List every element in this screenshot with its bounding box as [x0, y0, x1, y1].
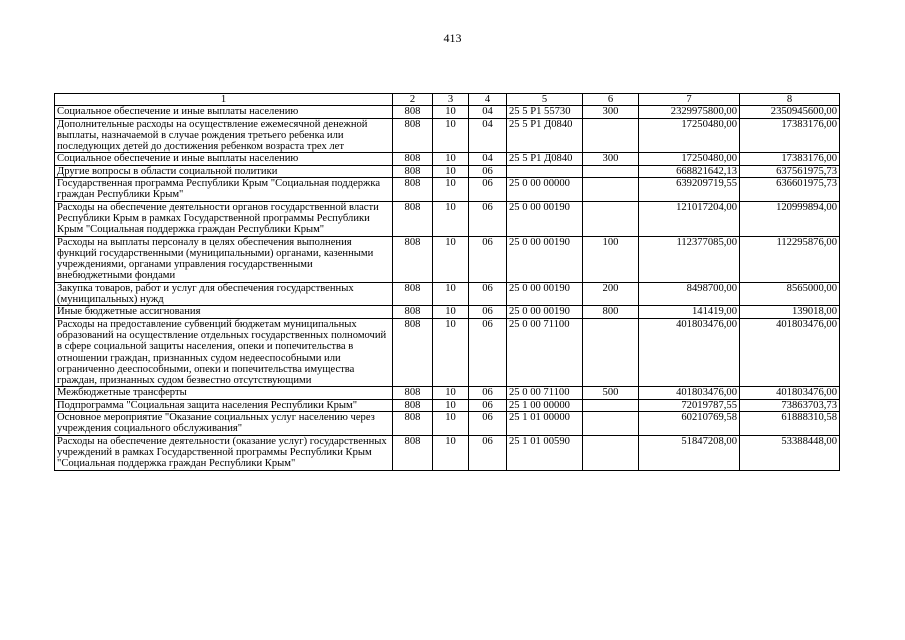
- amount-year-1-cell: 60210769,58: [639, 412, 740, 436]
- item-name-cell: Дополнительные расходы на осуществление ежемесячной денежной выплаты, назначаемой в случае рождения третьего ребенка или последующих детей до достижения ребенком возраста трех лет: [55, 118, 393, 153]
- target-article-cell: 25 0 00 71100: [507, 318, 583, 387]
- expense-type-cell: 300: [583, 153, 639, 165]
- amount-year-2-cell: 401803476,00: [740, 387, 840, 399]
- expense-type-cell: 100: [583, 236, 639, 282]
- section-code-cell: 10: [433, 201, 469, 236]
- section-code-cell: 10: [433, 153, 469, 165]
- target-article-cell: 25 5 P1 Д0840: [507, 153, 583, 165]
- subsection-code-cell: 04: [469, 153, 507, 165]
- amount-year-2-cell: 8565000,00: [740, 282, 840, 306]
- amount-year-1-cell: 668821642,13: [639, 165, 740, 177]
- target-article-cell: [507, 165, 583, 177]
- column-header: 4: [469, 94, 507, 106]
- section-code-cell: 10: [433, 118, 469, 153]
- amount-year-1-cell: 141419,00: [639, 306, 740, 318]
- target-article-cell: 25 0 00 71100: [507, 387, 583, 399]
- department-code-cell: 808: [393, 118, 433, 153]
- expense-type-cell: [583, 165, 639, 177]
- target-article-cell: 25 0 00 00190: [507, 306, 583, 318]
- amount-year-2-cell: 53388448,00: [740, 435, 840, 470]
- section-code-cell: 10: [433, 399, 469, 411]
- expense-type-cell: [583, 435, 639, 470]
- column-header: 6: [583, 94, 639, 106]
- table-row: [55, 399, 840, 411]
- expense-type-cell: [583, 399, 639, 411]
- subsection-code-cell: 06: [469, 178, 507, 202]
- item-name-cell: Другие вопросы в области социальной политики: [55, 165, 393, 177]
- item-name-cell: Подпрограмма "Социальная защита населения Республики Крым": [55, 399, 393, 411]
- subsection-code-cell: 06: [469, 387, 507, 399]
- subsection-code-cell: 04: [469, 106, 507, 118]
- amount-year-2-cell: 636601975,73: [740, 178, 840, 202]
- department-code-cell: 808: [393, 306, 433, 318]
- subsection-code-cell: 06: [469, 435, 507, 470]
- target-article-cell: 25 0 00 00000: [507, 178, 583, 202]
- amount-year-2-cell: 17383176,00: [740, 118, 840, 153]
- expense-type-cell: 200: [583, 282, 639, 306]
- section-code-cell: 10: [433, 412, 469, 436]
- column-header: 3: [433, 94, 469, 106]
- section-code-cell: 10: [433, 435, 469, 470]
- department-code-cell: 808: [393, 165, 433, 177]
- target-article-cell: 25 0 00 00190: [507, 236, 583, 282]
- amount-year-1-cell: 17250480,00: [639, 153, 740, 165]
- subsection-code-cell: 06: [469, 236, 507, 282]
- subsection-code-cell: 06: [469, 399, 507, 411]
- table-row: [55, 387, 840, 399]
- target-article-cell: 25 0 00 00190: [507, 201, 583, 236]
- amount-year-1-cell: 2329975800,00: [639, 106, 740, 118]
- expense-type-cell: [583, 178, 639, 202]
- subsection-code-cell: 06: [469, 282, 507, 306]
- table-row: [55, 178, 840, 202]
- item-name-cell: Расходы на предоставление субвенций бюджетам муниципальных образований на осуществление отдельных государственных полномочий в сфере социальной защиты населения, опеки и попечительства в отношении граждан, признанных судом недееспособными или ограниченно дееспособными, опеки и попечительства имущества граждан, признанных судом безвестно отсутствующими: [55, 318, 393, 387]
- item-name-cell: Расходы на обеспечение деятельности органов государственной власти Республики Крым в рамках Государственной программы Республики Крым "Социальная поддержка граждан Республики Крым": [55, 201, 393, 236]
- amount-year-2-cell: 61888310,58: [740, 412, 840, 436]
- item-name-cell: Социальное обеспечение и иные выплаты населению: [55, 153, 393, 165]
- amount-year-2-cell: 2350945600,00: [740, 106, 840, 118]
- department-code-cell: 808: [393, 282, 433, 306]
- department-code-cell: 808: [393, 399, 433, 411]
- expense-type-cell: 800: [583, 306, 639, 318]
- item-name-cell: Основное мероприятие "Оказание социальных услуг населению через учреждения социального обслуживания": [55, 412, 393, 436]
- item-name-cell: Иные бюджетные ассигнования: [55, 306, 393, 318]
- table-row: [55, 306, 840, 318]
- section-code-cell: 10: [433, 165, 469, 177]
- amount-year-1-cell: 121017204,00: [639, 201, 740, 236]
- column-header: 2: [393, 94, 433, 106]
- subsection-code-cell: 06: [469, 412, 507, 436]
- amount-year-1-cell: 17250480,00: [639, 118, 740, 153]
- amount-year-1-cell: 8498700,00: [639, 282, 740, 306]
- table-row: [55, 318, 840, 387]
- column-header: 8: [740, 94, 840, 106]
- department-code-cell: 808: [393, 106, 433, 118]
- section-code-cell: 10: [433, 236, 469, 282]
- expense-type-cell: [583, 118, 639, 153]
- expense-type-cell: 500: [583, 387, 639, 399]
- target-article-cell: 25 1 01 00000: [507, 412, 583, 436]
- column-header: 7: [639, 94, 740, 106]
- column-header: 5: [507, 94, 583, 106]
- subsection-code-cell: 04: [469, 118, 507, 153]
- amount-year-2-cell: 120999894,00: [740, 201, 840, 236]
- item-name-cell: Межбюджетные трансферты: [55, 387, 393, 399]
- expense-type-cell: [583, 318, 639, 387]
- subsection-code-cell: 06: [469, 306, 507, 318]
- amount-year-2-cell: 401803476,00: [740, 318, 840, 387]
- section-code-cell: 10: [433, 178, 469, 202]
- department-code-cell: 808: [393, 178, 433, 202]
- amount-year-2-cell: 112295876,00: [740, 236, 840, 282]
- subsection-code-cell: 06: [469, 165, 507, 177]
- table-row: [55, 201, 840, 236]
- budget-table: [54, 93, 840, 471]
- department-code-cell: 808: [393, 201, 433, 236]
- amount-year-1-cell: 401803476,00: [639, 318, 740, 387]
- expense-type-cell: [583, 201, 639, 236]
- column-header: 1: [55, 94, 393, 106]
- section-code-cell: 10: [433, 106, 469, 118]
- table-row: [55, 106, 840, 118]
- table-row: [55, 236, 840, 282]
- amount-year-2-cell: 17383176,00: [740, 153, 840, 165]
- section-code-cell: 10: [433, 387, 469, 399]
- expense-type-cell: [583, 412, 639, 436]
- section-code-cell: 10: [433, 318, 469, 387]
- section-code-cell: 10: [433, 282, 469, 306]
- item-name-cell: Расходы на выплаты персоналу в целях обеспечения выполнения функций государственными (муниципальными) органами, казенными учреждениями, органами управления государственными внебюджетными фондами: [55, 236, 393, 282]
- department-code-cell: 808: [393, 435, 433, 470]
- department-code-cell: 808: [393, 387, 433, 399]
- section-code-cell: 10: [433, 306, 469, 318]
- item-name-cell: Социальное обеспечение и иные выплаты населению: [55, 106, 393, 118]
- department-code-cell: 808: [393, 412, 433, 436]
- target-article-cell: 25 5 P1 Д0840: [507, 118, 583, 153]
- department-code-cell: 808: [393, 236, 433, 282]
- amount-year-1-cell: 112377085,00: [639, 236, 740, 282]
- table-row: [55, 282, 840, 306]
- department-code-cell: 808: [393, 318, 433, 387]
- table-row: [55, 412, 840, 436]
- table-row: [55, 165, 840, 177]
- table-row: [55, 118, 840, 153]
- item-name-cell: Расходы на обеспечение деятельности (оказание услуг) государственных учреждений в рамках Государственной программы Республики Крым "Социальная поддержка граждан Республики Крым": [55, 435, 393, 470]
- column-number-row: [55, 94, 840, 106]
- item-name-cell: Государственная программа Республики Крым "Социальная поддержка граждан Республики Крым": [55, 178, 393, 202]
- subsection-code-cell: 06: [469, 318, 507, 387]
- department-code-cell: 808: [393, 153, 433, 165]
- amount-year-1-cell: 72019787,55: [639, 399, 740, 411]
- target-article-cell: 25 5 P1 55730: [507, 106, 583, 118]
- subsection-code-cell: 06: [469, 201, 507, 236]
- table-row: [55, 153, 840, 165]
- target-article-cell: 25 0 00 00190: [507, 282, 583, 306]
- amount-year-2-cell: 73863703,73: [740, 399, 840, 411]
- amount-year-2-cell: 637561975,73: [740, 165, 840, 177]
- target-article-cell: 25 1 00 00000: [507, 399, 583, 411]
- amount-year-1-cell: 401803476,00: [639, 387, 740, 399]
- amount-year-2-cell: 139018,00: [740, 306, 840, 318]
- item-name-cell: Закупка товаров, работ и услуг для обеспечения государственных (муниципальных) нужд: [55, 282, 393, 306]
- amount-year-1-cell: 51847208,00: [639, 435, 740, 470]
- table-row: [55, 435, 840, 470]
- expense-type-cell: 300: [583, 106, 639, 118]
- target-article-cell: 25 1 01 00590: [507, 435, 583, 470]
- page-number: 413: [443, 31, 462, 45]
- amount-year-1-cell: 639209719,55: [639, 178, 740, 202]
